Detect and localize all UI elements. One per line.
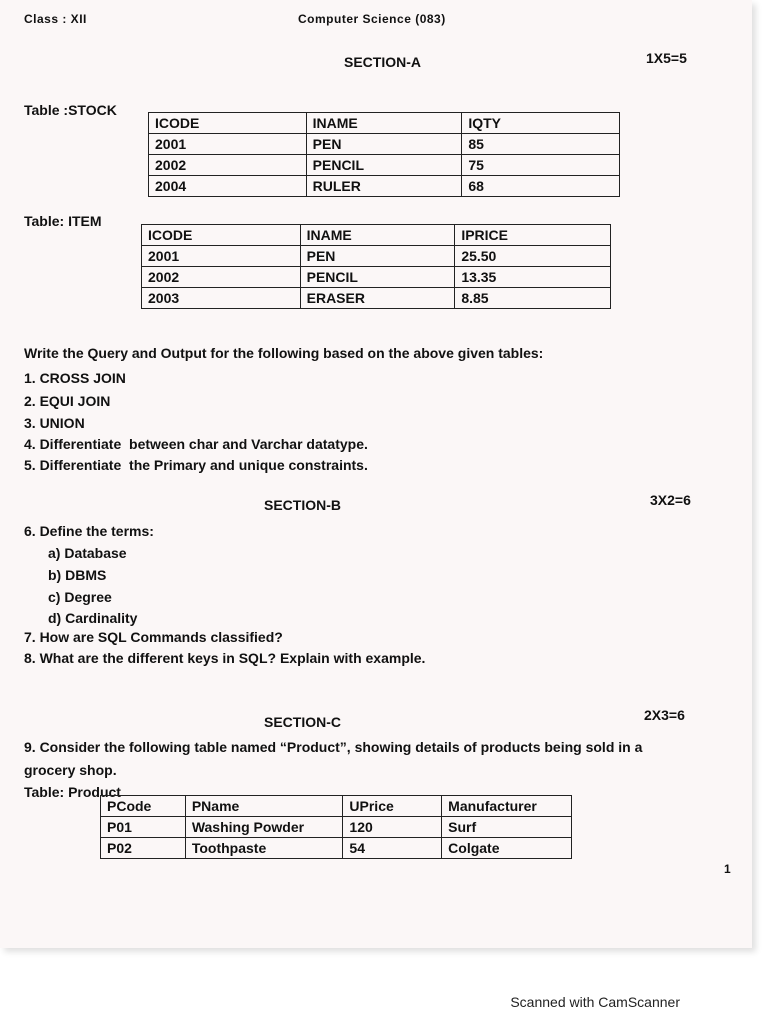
table-cell: ICODE [149, 113, 307, 134]
table-cell: Toothpaste [185, 838, 343, 859]
table-cell: RULER [306, 176, 462, 197]
table-row [149, 134, 620, 155]
table-cell: ERASER [300, 288, 455, 309]
question-4: 4. Differentiate between char and Varchar datatype. [24, 436, 368, 452]
table-row [142, 267, 611, 288]
table-cell: 13.35 [455, 267, 611, 288]
table-cell: 8.85 [455, 288, 611, 309]
question-1: 1. CROSS JOIN [24, 370, 126, 386]
table-cell: 2001 [149, 134, 307, 155]
table-row [149, 176, 620, 197]
section-a-instruction: Write the Query and Output for the following based on the above given tables: [24, 345, 544, 361]
question-9-line1: 9. Consider the following table named “Product”, showing details of products being sold in a [24, 739, 643, 755]
table-cell: 75 [462, 155, 620, 176]
class-label: Class : XII [24, 12, 87, 26]
subject-label: Computer Science (083) [298, 12, 446, 26]
page-number: 1 [724, 862, 731, 876]
question-8: 8. What are the different keys in SQL? Explain with example. [24, 650, 426, 666]
table-cell: 54 [343, 838, 442, 859]
table-cell: IPRICE [455, 225, 611, 246]
question-6: 6. Define the terms: [24, 523, 154, 539]
table-cell: PENCIL [300, 267, 455, 288]
table-cell: 2004 [149, 176, 307, 197]
table-row [101, 817, 572, 838]
table-cell: INAME [306, 113, 462, 134]
table-cell: 120 [343, 817, 442, 838]
table-cell: Colgate [442, 838, 572, 859]
question-6c: c) Degree [48, 589, 112, 605]
table-cell: 2002 [149, 155, 307, 176]
table-cell: Washing Powder [185, 817, 343, 838]
table-cell: 2003 [142, 288, 301, 309]
table-row [101, 796, 572, 817]
section-c-title: SECTION-C [264, 714, 341, 730]
section-c-marks: 2X3=6 [644, 707, 685, 723]
table-cell: 68 [462, 176, 620, 197]
table-cell: 85 [462, 134, 620, 155]
table-cell: PName [185, 796, 343, 817]
section-b-title: SECTION-B [264, 497, 341, 513]
table-cell: INAME [300, 225, 455, 246]
question-6a: a) Database [48, 545, 127, 561]
table-cell: Manufacturer [442, 796, 572, 817]
table-cell: 2002 [142, 267, 301, 288]
table-row [142, 246, 611, 267]
question-6b: b) DBMS [48, 567, 107, 583]
question-7: 7. How are SQL Commands classified? [24, 629, 283, 645]
camscanner-footer: Scanned with CamScanner [510, 994, 680, 1010]
table-cell: PEN [306, 134, 462, 155]
product-table [100, 795, 572, 859]
stock-table-label: Table :STOCK [24, 102, 117, 118]
section-b-marks: 3X2=6 [650, 492, 691, 508]
product-table-label: Table: Product [24, 784, 121, 800]
question-5: 5. Differentiate the Primary and unique constraints. [24, 457, 368, 473]
item-table-label: Table: ITEM [24, 213, 102, 229]
table-row [149, 155, 620, 176]
table-cell: PEN [300, 246, 455, 267]
table-cell: IQTY [462, 113, 620, 134]
table-cell: PCode [101, 796, 186, 817]
table-cell: 2001 [142, 246, 301, 267]
section-a-marks: 1X5=5 [646, 50, 687, 66]
table-row [149, 113, 620, 134]
table-row [101, 838, 572, 859]
question-3: 3. UNION [24, 415, 85, 431]
section-a-title: SECTION-A [344, 54, 421, 70]
table-cell: P02 [101, 838, 186, 859]
table-row [142, 225, 611, 246]
table-cell: ICODE [142, 225, 301, 246]
stock-table [148, 112, 620, 197]
table-cell: 25.50 [455, 246, 611, 267]
table-cell: Surf [442, 817, 572, 838]
table-row [142, 288, 611, 309]
item-table [141, 224, 611, 309]
question-6d: d) Cardinality [48, 610, 138, 626]
table-cell: PENCIL [306, 155, 462, 176]
question-2: 2. EQUI JOIN [24, 393, 111, 409]
table-cell: UPrice [343, 796, 442, 817]
question-9-line2: grocery shop. [24, 762, 117, 778]
table-cell: P01 [101, 817, 186, 838]
